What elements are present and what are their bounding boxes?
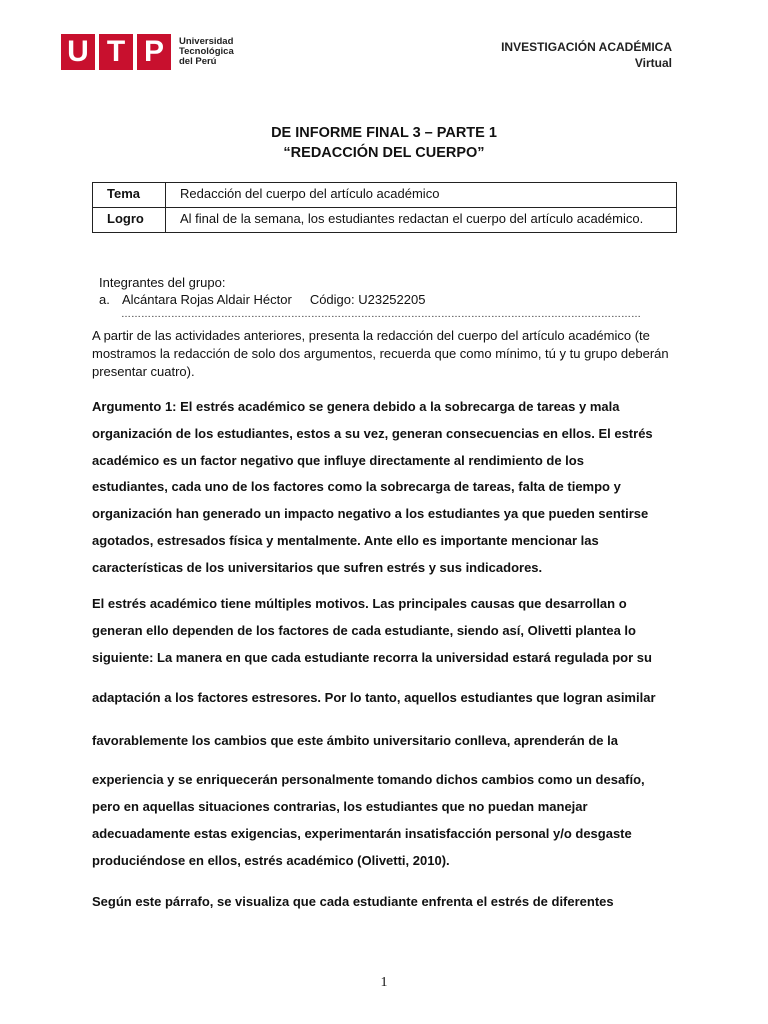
paragraph-line: generan ello dependen de los factores de cada estudiante, siendo así, Olivetti plantea lo [92, 623, 636, 638]
document-title [0, 123, 768, 163]
logo-letter-p: P [137, 34, 171, 70]
course-mode: Virtual [634, 56, 672, 70]
table-row [93, 208, 677, 233]
paragraph-line: Según este párrafo, se visualiza que cada estudiante enfrenta el estrés de diferentes [92, 894, 614, 909]
argument-paragraph [92, 394, 692, 582]
member-code: Código: U23252205 [309, 292, 426, 307]
member-row [99, 291, 425, 308]
paragraph-line: produciéndose en ellos, estrés académico (Olivetti, 2010). [92, 853, 450, 868]
table-key: Logro [93, 208, 166, 233]
paragraph-line: adecuadamente estas exigencias, experimentarán insatisfacción personal y/o desgaste [92, 826, 632, 841]
table-key: Tema [93, 183, 166, 208]
logo-text-line: Universidad [179, 36, 234, 47]
course-name: INVESTIGACIÓN ACADÉMICA [501, 40, 672, 54]
member-number: a. [99, 292, 110, 307]
paragraph-line: organización de los estudiantes, estos a su vez, generan consecuencias en ellos. El estrés [92, 425, 653, 441]
title-line-2: “REDACCIÓN DEL CUERPO” [283, 145, 485, 161]
dotted-line: ………………………………………………………………………………………………………………………………………… [121, 309, 641, 320]
paragraph-line: estudiantes, cada uno de los factores como la sobrecarga de tareas, falta de tiempo y [92, 479, 621, 495]
paragraph-line: El estrés académico tiene múltiples motivos. Las principales causas que desarrollan o [92, 596, 627, 611]
paragraph-line: favorablemente los cambios que este ámbito universitario conlleva, aprenderán de la [92, 733, 618, 748]
logo-letter-u: U [61, 34, 95, 70]
header-course-info [501, 39, 672, 71]
paragraph-line: siguiente: La manera en que cada estudiante recorra la universidad estará regulada por su [92, 650, 652, 665]
members-label: Integrantes del grupo: [99, 275, 226, 290]
logo-text-line: Tecnológica [179, 46, 234, 57]
logo-text-line: del Perú [179, 56, 217, 67]
table-value: Al final de la semana, los estudiantes redactan el cuerpo del artículo académico. [166, 208, 677, 233]
info-table [92, 182, 677, 233]
logo-letters [61, 34, 171, 70]
logo-letter-t: T [99, 34, 133, 70]
paragraph-line: adaptación a los factores estresores. Por lo tanto, aquellos estudiantes que logran asimilar [92, 690, 656, 705]
paragraph-line: experiencia y se enriquecerán personalmente tomando dichos cambios como un desafío, [92, 772, 645, 787]
body-paragraph [92, 894, 692, 909]
page-number: 1 [380, 975, 388, 990]
group-members [99, 274, 425, 308]
paragraph-line: agotados, estresados física y mentalmente. Ante ello es importante mencionar las [92, 532, 599, 548]
title-line-1: DE INFORME FINAL 3 – PARTE 1 [271, 125, 497, 141]
member-name: Alcántara Rojas Aldair Héctor [122, 292, 292, 307]
table-row [93, 183, 677, 208]
logo-text [179, 37, 234, 67]
paragraph-line: pero en aquellas situaciones contrarias, los estudiantes que no puedan manejar [92, 799, 588, 814]
paragraph-line: características de los universitarios que sufren estrés y sus indicadores. [92, 559, 543, 575]
intro-paragraph: A partir de las actividades anteriores, presenta la redacción del cuerpo del artículo académico (te mostramos la redacción de solo dos argumentos, recuerda que como mínimo, tú y tu grupo deberán presentar cuatro). [92, 328, 669, 379]
table-value: Redacción del cuerpo del artículo académico [166, 183, 677, 208]
paragraph-line: académico es un factor negativo que influye directamente al rendimiento de los [92, 452, 584, 468]
paragraph-line: organización han generado un impacto negativo a los estudiantes ya que pueden sentirse [92, 506, 649, 522]
paragraph-line: Argumento 1: El estrés académico se genera debido a la sobrecarga de tareas y mala [92, 399, 620, 414]
utp-logo [61, 34, 234, 70]
